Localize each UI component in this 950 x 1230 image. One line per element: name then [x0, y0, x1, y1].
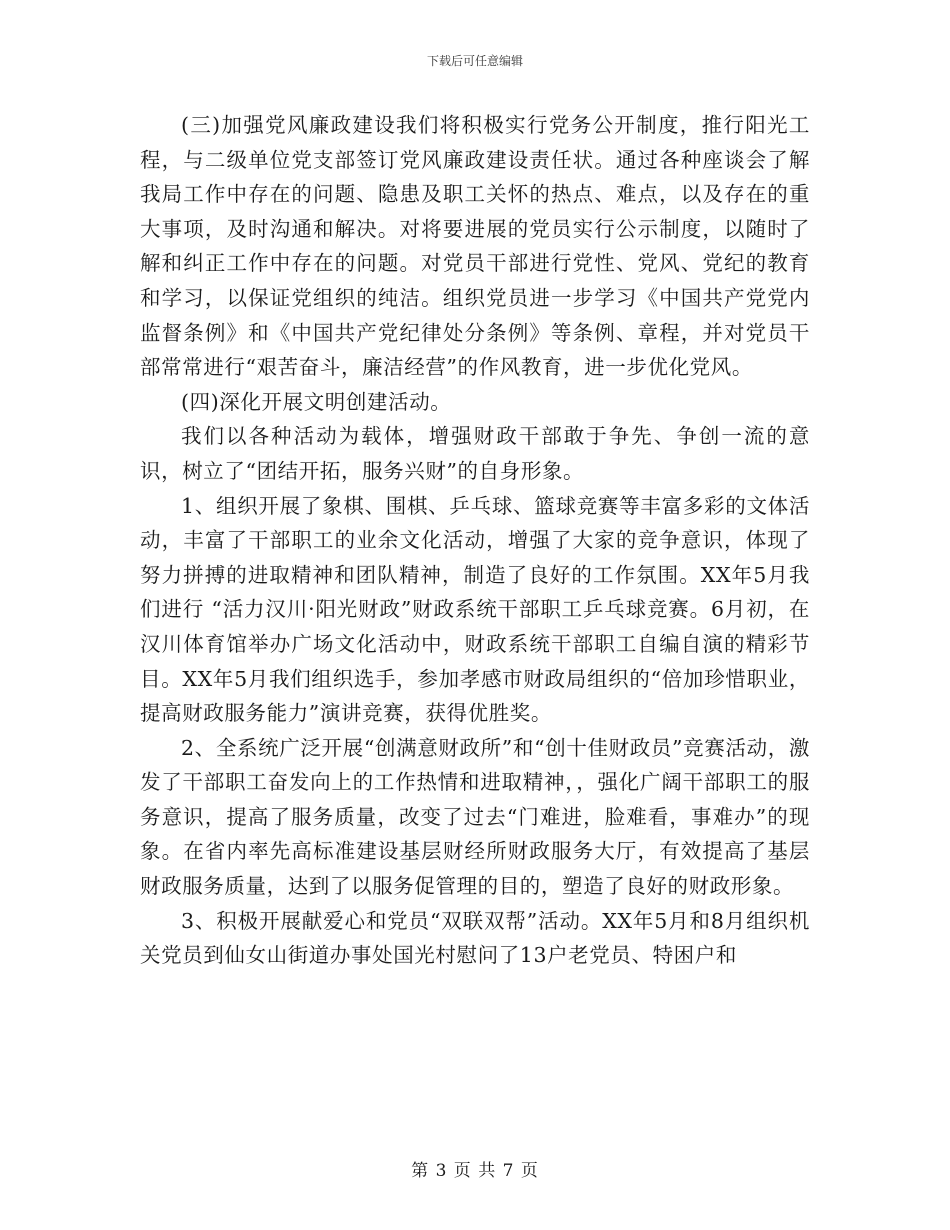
page-header: 下载后可任意编辑 [426, 54, 523, 68]
paragraph-service-competition: 2、全系统广泛开展“创满意财政所”和“创十佳财政员”竞赛活动，激发了干部职工奋发向上的工作热情和进取精神，，强化广阔干部职工的服务意识，提高了服务质量，改变了过去“门难进，脸难看，事难办”的现象。在省内率先高标准建设基层财经所财政服务大厅，有效提高了基层财政服务质量，达到了以服务促管理的目的，塑造了良好的财政形象。 [140, 735, 810, 899]
page-number: 第 3 页 共 7 页 [411, 1161, 539, 1181]
paragraph-civilization-heading: (四)深化开展文明创建活动。 [181, 389, 452, 414]
document-body [140, 108, 810, 973]
paragraph-activities-intro: 我们以各种活动为载体，增强财政干部敢于争先、争创一流的意识，树立了“团结开拓，服务兴财”的自身形象。 [140, 424, 810, 483]
paragraph-sports-activities: 1、组织开展了象棋、围棋、乒乓球、篮球竞赛等丰富多彩的文体活动，丰富了干部职工的业余文化活动，增强了大家的竞争意识，体现了努力拼搏的进取精神和团队精神，制造了良好的工作氛围。XX年5月我们进行 “活力汉川·阳光财政”财政系统干部职工乒乓球竞赛。6月初，在汉川体育馆举办广场文化活动中，财政系统干部职工自编自演的精彩节目。XX年5月我们组织选手，参加孝感市财政局组织的“倍加珍惜职业，提高财政服务能力”演讲竞赛，获得优胜奖。 [140, 493, 810, 726]
paragraph-charity-activities: 3、积极开展献爱心和党员“双联双帮”活动。XX年5月和8月组织机关党员到仙女山街道办事处国光村慰问了13户老党员、特困户和 [140, 908, 810, 968]
paragraph-party-conduct: (三)加强党风廉政建设我们将积极实行党务公开制度，推行阳光工程，与二级单位党支部签订党风廉政建设责任状。通过各种座谈会了解我局工作中存在的问题、隐患及职工关怀的热点、难点，以及存在的重大事项，及时沟通和解决。对将要进展的党员实行公示制度，以随时了解和纠正工作中存在的问题。对党员干部进行党性、党风、党纪的教育和学习，以保证党组织的纯洁。组织党员进一步学习《中国共产党党内监督条例》和《中国共产党纪律处分条例》等条例、章程，并对党员干部常常进行“艰苦奋斗，廉洁经营”的作风教育，进一步优化党风。 [140, 113, 810, 380]
